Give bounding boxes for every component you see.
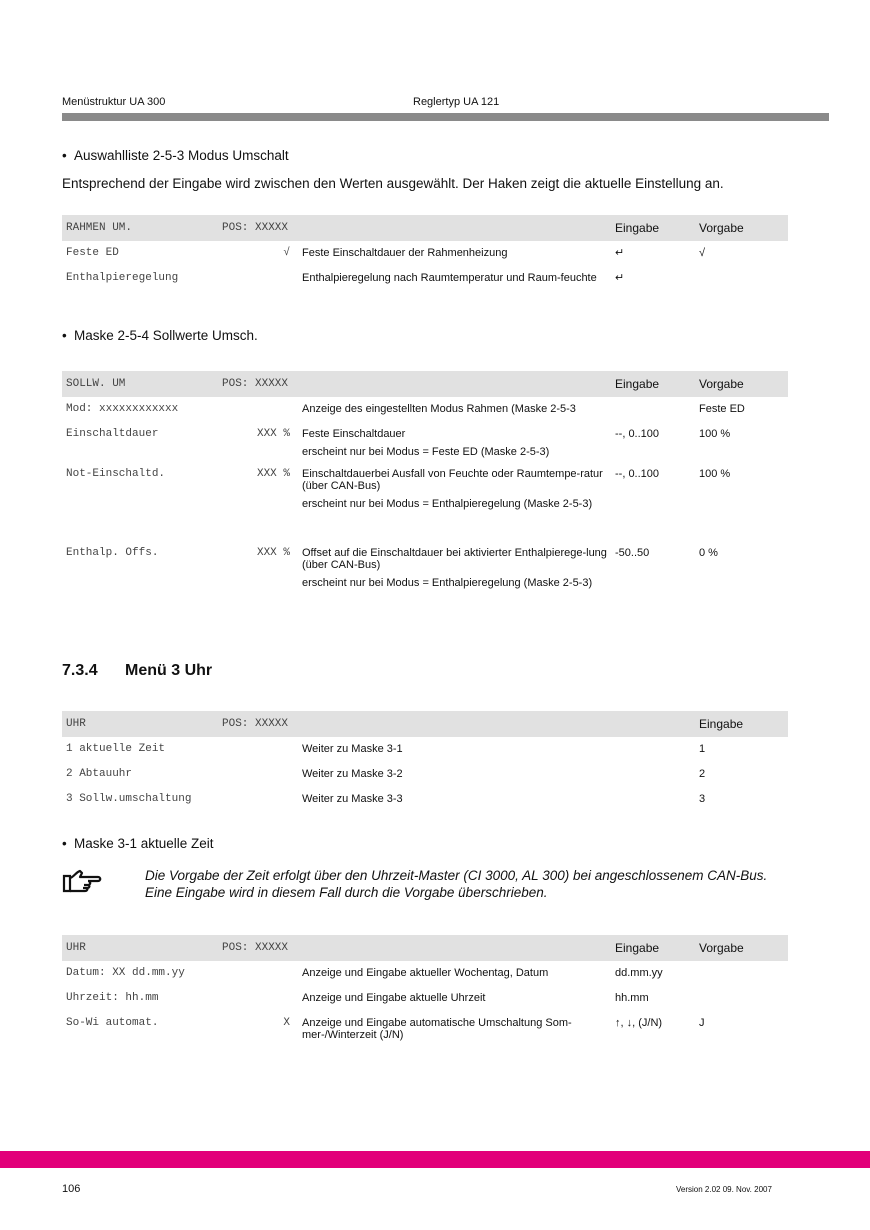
row-name: So-Wi automat. xyxy=(66,1017,159,1029)
row-value xyxy=(222,961,298,986)
row-description: Weiter zu Maske 3-1 xyxy=(302,743,403,755)
row-input: 1 xyxy=(699,743,706,755)
col-head-default: Vorgabe xyxy=(699,377,744,391)
col-head-empty xyxy=(611,711,695,737)
row-value: √ xyxy=(283,247,290,259)
row-input: hh.mm xyxy=(615,992,649,1004)
header-rule xyxy=(62,113,829,121)
table-header-row xyxy=(62,711,788,737)
row-default xyxy=(695,986,788,1011)
col-head-name: RAHMEN UM. xyxy=(66,222,133,234)
row-input: 3 xyxy=(699,793,706,805)
row-name: Enthalp. Offs. xyxy=(66,547,159,559)
row-name: Mod: xxxxxxxxxxxx xyxy=(66,403,179,415)
table-header-row xyxy=(62,371,788,397)
bullet-icon: • xyxy=(62,148,67,163)
bullet-heading-2-5-4 xyxy=(62,328,258,343)
row-input xyxy=(611,397,695,422)
version-date: Version 2.02 09. Nov. 2007 xyxy=(676,1185,772,1194)
row-input: dd.mm.yy xyxy=(615,967,663,979)
row-name: 1 aktuelle Zeit xyxy=(66,743,166,755)
row-input: -50..50 xyxy=(615,547,650,559)
bullet-heading-2-5-3 xyxy=(62,148,289,163)
row-default: Feste ED xyxy=(699,403,745,415)
pointing-hand-icon xyxy=(62,868,104,894)
row-default xyxy=(695,961,788,986)
bullet-heading-3-1 xyxy=(62,836,214,851)
table-row xyxy=(62,961,788,986)
row-description: Weiter zu Maske 3-3 xyxy=(302,793,403,805)
col-head-input: Eingabe xyxy=(699,717,744,731)
footer-accent-bar xyxy=(0,1151,870,1168)
row-name: 3 Sollw.umschaltung xyxy=(66,793,192,805)
col-head-pos: POS: XXXXX xyxy=(222,222,289,234)
row-empty xyxy=(611,762,695,787)
row-input: ↑, ↓, (J/N) xyxy=(615,1017,663,1029)
col-head-desc xyxy=(298,711,611,737)
col-head-name: SOLLW. UM xyxy=(66,378,126,390)
row-description-main: Feste Einschaltdauer xyxy=(302,428,406,440)
row-value: XXX % xyxy=(256,428,290,440)
header-left-title: Menüstruktur UA 300 xyxy=(62,96,166,108)
row-description-main: Einschaltdauerbei Ausfall von Feuchte oder Raumtempe-ratur (über CAN-Bus) xyxy=(302,468,603,492)
row-description-note: erscheint nur bei Modus = Feste ED (Maske 2-5-3) xyxy=(302,446,550,458)
bullet-icon: • xyxy=(62,836,67,851)
row-empty xyxy=(611,737,695,762)
table-header-row xyxy=(62,935,788,961)
note-text: Die Vorgabe der Zeit erfolgt über den Uhrzeit-Master (CI 3000, AL 300) bei angeschlossenem CAN-Bus. Eine Eingabe wird in diesem Fall durch die Vorgabe überschrieben. xyxy=(145,868,768,900)
table-row xyxy=(62,787,788,812)
bullet-icon: • xyxy=(62,328,67,343)
row-description xyxy=(298,462,611,541)
col-head-pos: POS: XXXXX xyxy=(222,378,289,390)
row-description-note: erscheint nur bei Modus = Enthalpieregelung (Maske 2-5-3) xyxy=(302,577,593,589)
col-head-desc xyxy=(298,935,611,961)
row-name: Feste ED xyxy=(66,247,119,259)
row-default xyxy=(695,266,788,288)
row-value: XXX % xyxy=(256,547,290,559)
row-name: 2 Abtauuhr xyxy=(66,768,133,780)
row-name: Uhrzeit: hh.mm xyxy=(66,992,159,1004)
table-uhr-aktuelle-zeit xyxy=(62,935,788,1045)
table-row xyxy=(62,762,788,787)
col-head-default: Vorgabe xyxy=(699,941,744,955)
row-description: Weiter zu Maske 3-2 xyxy=(302,768,403,780)
bullet-text: Maske 2-5-4 Sollwerte Umsch. xyxy=(74,328,258,343)
table-rahmen-um xyxy=(62,215,788,288)
row-input: --, 0..100 xyxy=(615,428,660,440)
row-name: Datum: XX dd.mm.yy xyxy=(66,967,185,979)
col-head-name: UHR xyxy=(66,942,86,954)
col-head-input: Eingabe xyxy=(615,941,660,955)
row-description-main: Offset auf die Einschaltdauer bei aktivierter Enthalpierege-lung (über CAN-Bus) xyxy=(302,547,607,571)
row-description: Anzeige und Eingabe automatische Umschaltung Som-mer-/Winterzeit (J/N) xyxy=(302,1017,572,1041)
row-default: 0 % xyxy=(699,547,718,559)
table-row xyxy=(62,1011,788,1045)
table-row xyxy=(62,737,788,762)
section-title: Menü 3 Uhr xyxy=(125,662,213,679)
row-description-note: erscheint nur bei Modus = Enthalpieregelung (Maske 2-5-3) xyxy=(302,498,593,510)
col-head-pos: POS: XXXXX xyxy=(222,942,289,954)
row-input: ↵ xyxy=(615,247,625,259)
row-value xyxy=(222,986,298,1011)
col-head-name: UHR xyxy=(66,718,86,730)
col-head-desc xyxy=(298,371,611,397)
row-description: Anzeige und Eingabe aktueller Wochentag, Datum xyxy=(302,967,549,979)
table-row xyxy=(62,462,788,541)
row-description: Anzeige und Eingabe aktuelle Uhrzeit xyxy=(302,992,486,1004)
row-default: 100 % xyxy=(699,468,731,480)
table-row xyxy=(62,422,788,462)
table-uhr-menu xyxy=(62,711,788,812)
table-row xyxy=(62,541,788,593)
table-row xyxy=(62,266,788,288)
row-name: Einschaltdauer xyxy=(66,428,159,440)
row-description-main: Anzeige des eingestellten Modus Rahmen (Maske 2-5-3 xyxy=(302,403,576,415)
row-description: Feste Einschaltdauer der Rahmenheizung xyxy=(302,247,508,259)
row-description xyxy=(298,422,611,462)
row-name: Enthalpieregelung xyxy=(66,272,179,284)
col-head-desc xyxy=(298,215,611,241)
row-value xyxy=(222,266,298,288)
col-head-default: Vorgabe xyxy=(699,221,744,235)
row-value: X xyxy=(283,1017,290,1029)
col-head-input: Eingabe xyxy=(615,377,660,391)
row-default: 100 % xyxy=(699,428,731,440)
table-sollw-um xyxy=(62,371,788,593)
row-input: 2 xyxy=(699,768,706,780)
table-row xyxy=(62,241,788,266)
header-center-title: Reglertyp UA 121 xyxy=(413,96,500,108)
row-description: Enthalpieregelung nach Raumtemperatur und Raum-feuchte xyxy=(302,272,597,284)
row-input: --, 0..100 xyxy=(615,468,660,480)
row-default: √ xyxy=(699,247,706,259)
table-row xyxy=(62,986,788,1011)
row-name: Not-Einschaltd. xyxy=(66,468,166,480)
table-header-row xyxy=(62,215,788,241)
row-input: ↵ xyxy=(615,272,625,284)
page-number: 106 xyxy=(62,1183,81,1195)
col-head-pos: POS: XXXXX xyxy=(222,718,289,730)
table-row xyxy=(62,397,788,422)
row-value: XXX % xyxy=(256,468,290,480)
row-description xyxy=(298,541,611,593)
bullet-text: Auswahlliste 2-5-3 Modus Umschalt xyxy=(74,148,289,163)
row-value xyxy=(222,397,298,422)
row-description xyxy=(298,397,611,422)
row-empty xyxy=(611,787,695,812)
col-head-input: Eingabe xyxy=(615,221,660,235)
row-default: J xyxy=(699,1017,705,1029)
section-number: 7.3.4 xyxy=(62,662,98,679)
bullet-text: Maske 3-1 aktuelle Zeit xyxy=(74,836,214,851)
description-paragraph: Entsprechend der Eingabe wird zwischen den Werten ausgewählt. Der Haken zeigt die aktuelle Einstellung an. xyxy=(62,176,724,191)
